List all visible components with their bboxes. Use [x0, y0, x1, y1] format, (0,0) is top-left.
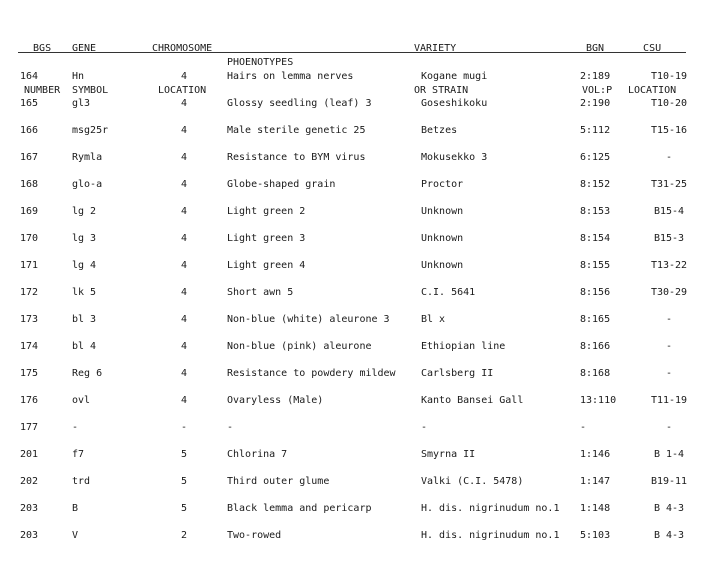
variety-cell: -: [421, 422, 428, 433]
gene-symbol-cell: trd: [72, 476, 91, 487]
csu-location-cell: T13-22: [650, 260, 688, 271]
chromosome-cell: 4: [180, 233, 188, 244]
gene-symbol-cell: B: [72, 503, 79, 514]
csu-location-cell: -: [665, 368, 673, 379]
bgs-number-cell: 164: [20, 71, 39, 82]
table-row: [0, 502, 713, 516]
chromosome-cell: 4: [180, 395, 188, 406]
phenotype-cell: Non-blue (pink) aleurone: [227, 341, 372, 352]
bgn-cell: 2:190: [580, 98, 611, 109]
bgs-number-cell: 172: [20, 287, 39, 298]
chromosome-cell: 4: [180, 206, 188, 217]
header-bgn-line1: BGN: [586, 43, 605, 54]
chromosome-cell: 4: [180, 125, 188, 136]
gene-symbol-cell: ovl: [72, 395, 91, 406]
bgn-cell: 5:112: [580, 125, 611, 136]
bgn-cell: 1:147: [580, 476, 611, 487]
table-row: [0, 313, 713, 327]
phenotype-cell: Light green 2: [227, 206, 306, 217]
gene-symbol-cell: Hn: [72, 71, 85, 82]
header-gene-line2: SYMBOL: [72, 85, 109, 96]
bgn-cell: 8:152: [580, 179, 611, 190]
table-row: [0, 70, 713, 84]
phenotype-cell: Glossy seedling (leaf) 3: [227, 98, 372, 109]
bgn-cell: 8:166: [580, 341, 611, 352]
variety-cell: Mokusekko 3: [421, 152, 488, 163]
variety-cell: Carlsberg II: [421, 368, 494, 379]
bgn-cell: 1:148: [580, 503, 611, 514]
gene-symbol-cell: lk 5: [72, 287, 97, 298]
csu-location-cell: T10-19: [650, 71, 688, 82]
phenotype-cell: Light green 3: [227, 233, 306, 244]
chromosome-cell: 2: [180, 530, 188, 541]
bgs-number-cell: 171: [20, 260, 39, 271]
bgs-number-cell: 203: [20, 530, 39, 541]
header-variety-line2: OR STRAIN: [414, 85, 469, 96]
bgn-cell: 8:165: [580, 314, 611, 325]
header-chromosome-line2: LOCATION: [158, 85, 207, 96]
csu-location-cell: T11-19: [650, 395, 688, 406]
table-row: [0, 529, 713, 543]
bgn-cell: 13:110: [580, 395, 617, 406]
bgs-number-cell: 168: [20, 179, 39, 190]
table-row: [0, 340, 713, 354]
gene-symbol-cell: gl3: [72, 98, 91, 109]
chromosome-cell: 4: [180, 368, 188, 379]
chromosome-cell: 5: [180, 503, 188, 514]
variety-cell: C.I. 5641: [421, 287, 476, 298]
phenotype-cell: Two-rowed: [227, 530, 282, 541]
phenotype-cell: Third outer glume: [227, 476, 330, 487]
variety-cell: Smyrna II: [421, 449, 476, 460]
bgs-number-cell: 201: [20, 449, 39, 460]
bgs-number-cell: 176: [20, 395, 39, 406]
table-row: [0, 124, 713, 138]
variety-cell: Kogane mugi: [421, 71, 488, 82]
bgs-number-cell: 166: [20, 125, 39, 136]
bgn-cell: 8:154: [580, 233, 611, 244]
header-chromosome-line1: CHROMOSOME: [152, 43, 213, 54]
header-variety-line1: VARIETY: [414, 43, 457, 54]
bgn-cell: 5:103: [580, 530, 611, 541]
phenotype-cell: Globe-shaped grain: [227, 179, 336, 190]
table-row: [0, 178, 713, 192]
bgs-number-cell: 167: [20, 152, 39, 163]
csu-location-cell: T31-25: [650, 179, 688, 190]
gene-symbol-cell: bl 3: [72, 314, 97, 325]
chromosome-cell: -: [180, 422, 188, 433]
variety-cell: Unknown: [421, 233, 464, 244]
header-divider: [18, 52, 686, 53]
header-bgn-line2: VOL:P: [582, 85, 613, 96]
gene-symbol-cell: glo-a: [72, 179, 103, 190]
header-phenotypes-label: PHOENOTYPES: [227, 57, 294, 68]
table-row: [0, 151, 713, 165]
gene-symbol-cell: V: [72, 530, 79, 541]
gene-symbol-cell: bl 4: [72, 341, 97, 352]
csu-location-cell: -: [665, 314, 673, 325]
bgn-cell: 8:168: [580, 368, 611, 379]
phenotype-cell: Short awn 5: [227, 287, 294, 298]
bgs-number-cell: 175: [20, 368, 39, 379]
phenotype-cell: Black lemma and pericarp: [227, 503, 372, 514]
header-bgs-line1: BGS: [33, 43, 52, 54]
phenotype-cell: Resistance to BYM virus: [227, 152, 366, 163]
header-csu-line2: LOCATION: [628, 85, 677, 96]
csu-location-cell: -: [665, 341, 673, 352]
chromosome-cell: 5: [180, 476, 188, 487]
header-gene-line1: GENE: [72, 43, 97, 54]
phenotype-cell: Resistance to powdery mildew: [227, 368, 396, 379]
phenotype-cell: Chlorina 7: [227, 449, 288, 460]
variety-cell: Betzes: [421, 125, 458, 136]
variety-cell: Proctor: [421, 179, 464, 190]
bgn-cell: 1:146: [580, 449, 611, 460]
table-row: [0, 475, 713, 489]
csu-location-cell: B 1-4: [653, 449, 685, 460]
phenotype-cell: Non-blue (white) aleurone 3: [227, 314, 390, 325]
header-csu-line1: CSU: [643, 43, 662, 54]
table-row: [0, 259, 713, 273]
table-row: [0, 421, 713, 435]
variety-cell: Valki (C.I. 5478): [421, 476, 524, 487]
variety-cell: H. dis. nigrinudum no.1: [421, 530, 560, 541]
csu-location-cell: B 4-3: [653, 503, 685, 514]
variety-cell: Unknown: [421, 260, 464, 271]
gene-symbol-cell: -: [72, 422, 79, 433]
phenotype-cell: Ovaryless (Male): [227, 395, 324, 406]
csu-location-cell: T10-20: [650, 98, 688, 109]
csu-location-cell: B 4-3: [653, 530, 685, 541]
table-row: [0, 232, 713, 246]
variety-cell: Goseshikoku: [421, 98, 488, 109]
phenotype-cell: -: [227, 422, 234, 433]
table-row: [0, 205, 713, 219]
csu-location-cell: T15-16: [650, 125, 688, 136]
header-phenotypes: [227, 28, 293, 98]
bgs-number-cell: 165: [20, 98, 39, 109]
bgs-number-cell: 177: [20, 422, 39, 433]
chromosome-cell: 4: [180, 98, 188, 109]
variety-cell: Ethiopian line: [421, 341, 506, 352]
table-row: [0, 367, 713, 381]
csu-location-cell: T30-29: [650, 287, 688, 298]
csu-location-cell: B15-3: [653, 233, 685, 244]
bgs-number-cell: 202: [20, 476, 39, 487]
gene-symbol-cell: lg 4: [72, 260, 97, 271]
table-row: [0, 286, 713, 300]
bgs-number-cell: 203: [20, 503, 39, 514]
phenotype-cell: Hairs on lemma nerves: [227, 71, 354, 82]
variety-cell: H. dis. nigrinudum no.1: [421, 503, 560, 514]
table-row: [0, 448, 713, 462]
bgs-number-cell: 170: [20, 233, 39, 244]
bgs-number-cell: 174: [20, 341, 39, 352]
chromosome-cell: 4: [180, 179, 188, 190]
chromosome-cell: 4: [180, 260, 188, 271]
variety-cell: Kanto Bansei Gall: [421, 395, 524, 406]
csu-location-cell: B15-4: [653, 206, 685, 217]
variety-cell: Unknown: [421, 206, 464, 217]
table-row: [0, 394, 713, 408]
chromosome-cell: 4: [180, 287, 188, 298]
gene-symbol-cell: lg 2: [72, 206, 97, 217]
chromosome-cell: 4: [180, 341, 188, 352]
csu-location-cell: -: [665, 152, 673, 163]
phenotype-cell: Light green 4: [227, 260, 306, 271]
phenotype-cell: Male sterile genetic 25: [227, 125, 366, 136]
csu-location-cell: B19-11: [650, 476, 688, 487]
bgn-cell: 8:153: [580, 206, 611, 217]
variety-cell: Bl x: [421, 314, 446, 325]
bgn-cell: -: [580, 422, 587, 433]
bgn-cell: 8:155: [580, 260, 611, 271]
chromosome-cell: 5: [180, 449, 188, 460]
chromosome-cell: 4: [180, 71, 188, 82]
bgn-cell: 8:156: [580, 287, 611, 298]
gene-symbol-cell: f7: [72, 449, 85, 460]
gene-symbol-cell: msg25r: [72, 125, 109, 136]
gene-symbol-cell: Reg 6: [72, 368, 103, 379]
header-bgs-line2: NUMBER: [24, 85, 61, 96]
bgs-number-cell: 169: [20, 206, 39, 217]
csu-location-cell: -: [665, 422, 673, 433]
bgn-cell: 2:189: [580, 71, 611, 82]
chromosome-cell: 4: [180, 152, 188, 163]
gene-symbol-cell: lg 3: [72, 233, 97, 244]
table-row: [0, 97, 713, 111]
bgn-cell: 6:125: [580, 152, 611, 163]
chromosome-cell: 4: [180, 314, 188, 325]
bgs-number-cell: 173: [20, 314, 39, 325]
gene-symbol-cell: Rymla: [72, 152, 103, 163]
